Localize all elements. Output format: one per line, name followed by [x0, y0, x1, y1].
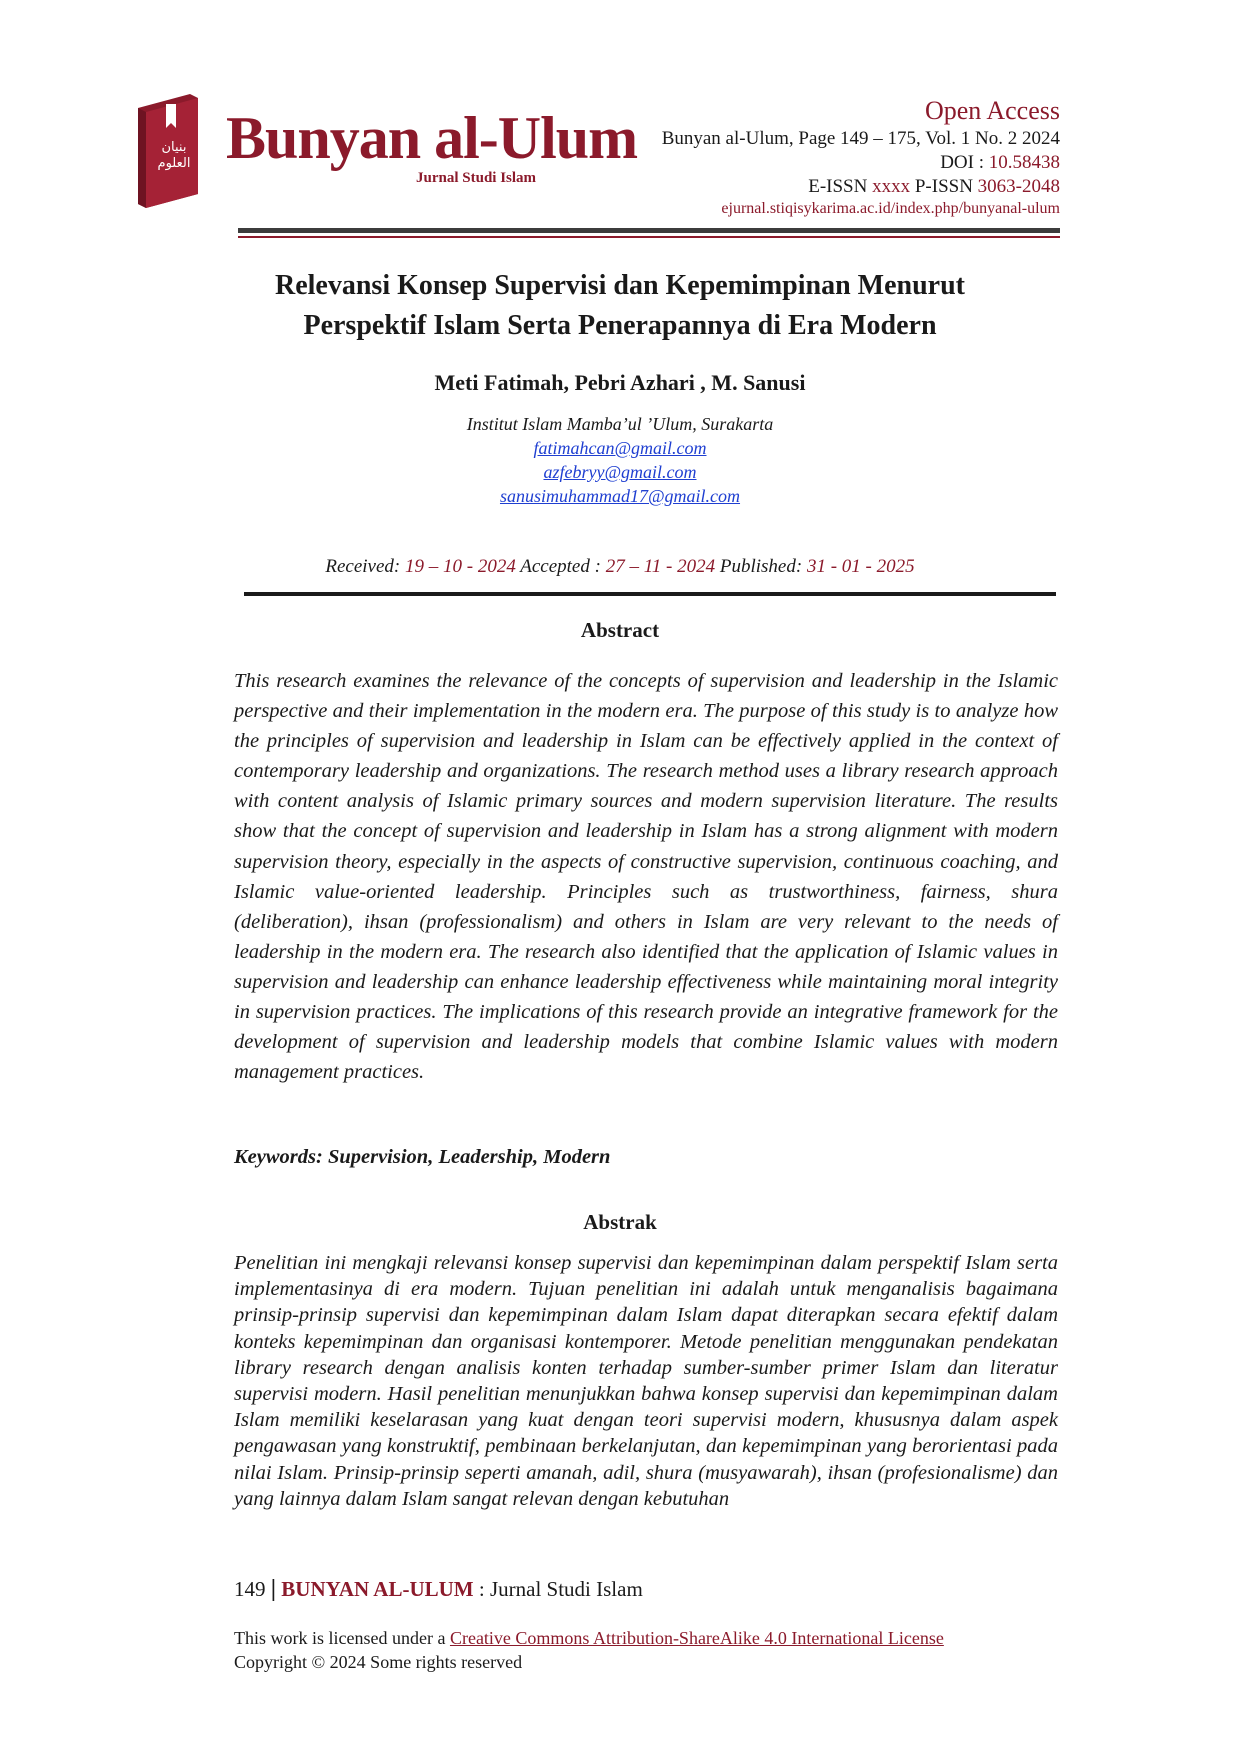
abstract-text: This research examines the relevance of the concepts of supervision and leadership in the Islamic perspective and their implementation in the modern era. The purpose of this study is to analyze how the principles of supervision and leadership in Islam can be effectively applied in the context of contemporary leadership and organizations. The research method uses a library research approach with content analysis of Islamic primary sources and modern supervision literature. The results show that the concept of supervision and leadership in Islam has a strong alignment with modern supervision theory, especially in the aspects of constructive supervision, continuous coaching, and Islamic value-oriented leadership. Principles such as trustworthiness, fairness, shura (deliberation), ihsan (professionalism) and others in Islam are very relevant to the needs of leadership in the modern era. The research also identified that the application of Islamic values in supervision and leadership can enhance leadership effectiveness while maintaining moral integrity in supervision practices. The implications of this research provide an integrative framework for the development of supervision and leadership models that combine Islamic values with modern management practices. [234, 670, 1058, 1084]
page-number: 149 [234, 1577, 266, 1601]
doi-line [940, 152, 1060, 174]
abstract-heading: Abstract [580, 618, 660, 642]
eissn-label: E-ISSN [808, 176, 873, 197]
header-divider-accent [238, 236, 1060, 238]
open-access-label: Open Access [924, 96, 1060, 125]
accepted-label: Accepted : [515, 556, 606, 577]
email-line [180, 486, 1060, 507]
article-title-line-1: Relevansi Konsep Supervisi dan Kepemimpinan Menurut [275, 270, 965, 301]
doi-value[interactable]: 10.58438 [988, 152, 1060, 173]
journal-logo-title: Bunyan al-Ulum [226, 105, 638, 171]
journal-logo-icon [132, 90, 204, 210]
license-line [234, 1628, 944, 1649]
published-label: Published: [715, 556, 807, 577]
doi-label: DOI : [940, 152, 989, 173]
footer-separator: | [270, 1576, 277, 1602]
article-title [180, 266, 1060, 346]
abstrak-heading: Abstrak [583, 1210, 657, 1234]
footer-journal-suffix: : Jurnal Studi Islam [473, 1577, 643, 1601]
affiliation: Institut Islam Mamba’ul ’Ulum, Surakarta [466, 414, 774, 434]
abstrak-text: Penelitian ini mengkaji relevansi konsep supervisi dan kepemimpinan dalam perspektif Islam serta implementasinya di era modern. Tujuan penelitian ini adalah untuk menganalisis bagaimana prinsip-prinsip supervisi dan kepemimpinan dalam Islam dapat diterapkan secara efektif dalam konteks kepemimpinan dan organisasi kontemporer. Metode penelitian menggunakan pendekatan library research dengan analisis konten terhadap sumber-sumber primer Islam dan literatur supervisi modern. Hasil penelitian menunjukkan bahwa konsep supervisi dan kepemimpinan dalam Islam memiliki keselarasan yang kuat dengan teori supervisi modern, khususnya dalam aspek pengawasan yang konstruktif, pembinaan berkelanjutan, dan kepemimpinan yang berorientasi pada nilai Islam. Prinsip-prinsip seperti amanah, adil, shura (musyawarah), ihsan (profesionalisme) dan yang lainnya dalam Islam sangat relevan dengan kebutuhan [234, 1252, 1058, 1510]
journal-logo-subtitle: Jurnal Studi Islam [416, 170, 537, 186]
logo-badge-text: بنيان العلوم [157, 140, 191, 171]
received-label: Received: [325, 556, 406, 577]
published-date: 31 - 01 - 2025 [806, 556, 915, 577]
article-title-line-2: Perspektif Islam Serta Penerapannya di Era Modern [303, 310, 937, 341]
pissn-value: 3063-2048 [977, 176, 1060, 197]
author-email-link[interactable]: fatimahcan@gmail.com [533, 438, 707, 458]
keywords: Keywords: Supervision, Leadership, Modern [234, 1146, 611, 1168]
issn-line [808, 176, 1060, 198]
article-dates [180, 556, 1060, 578]
accepted-date: 27 – 11 - 2024 [605, 556, 716, 577]
author-list: Meti Fatimah, Pebri Azhari , M. Sanusi [434, 370, 806, 395]
received-date: 19 – 10 - 2024 [405, 556, 516, 577]
page-footer [234, 1576, 643, 1603]
author-email-link[interactable]: azfebryy@gmail.com [543, 462, 697, 482]
pissn-label: P-ISSN [910, 176, 978, 197]
email-line [180, 462, 1060, 483]
header-divider [238, 228, 1060, 233]
author-email-link[interactable]: sanusimuhammad17@gmail.com [499, 486, 741, 506]
email-line [180, 438, 1060, 459]
license-prefix: This work is licensed under a [234, 1628, 450, 1648]
citation-line: Bunyan al-Ulum, Page 149 – 175, Vol. 1 No. 2 2024 [661, 128, 1060, 149]
license-link[interactable]: Creative Commons Attribution-ShareAlike 4.0 International License [449, 1628, 944, 1648]
eissn-value: xxxx [872, 176, 911, 197]
journal-url-link[interactable]: ejurnal.stiqisykarima.ac.id/index.php/bunyanal-ulum [721, 200, 1060, 217]
footer-journal-name: BUNYAN AL-ULUM [281, 1577, 474, 1601]
dates-divider [244, 592, 1056, 596]
copyright-line: Copyright © 2024 Some rights reserved [234, 1652, 523, 1672]
